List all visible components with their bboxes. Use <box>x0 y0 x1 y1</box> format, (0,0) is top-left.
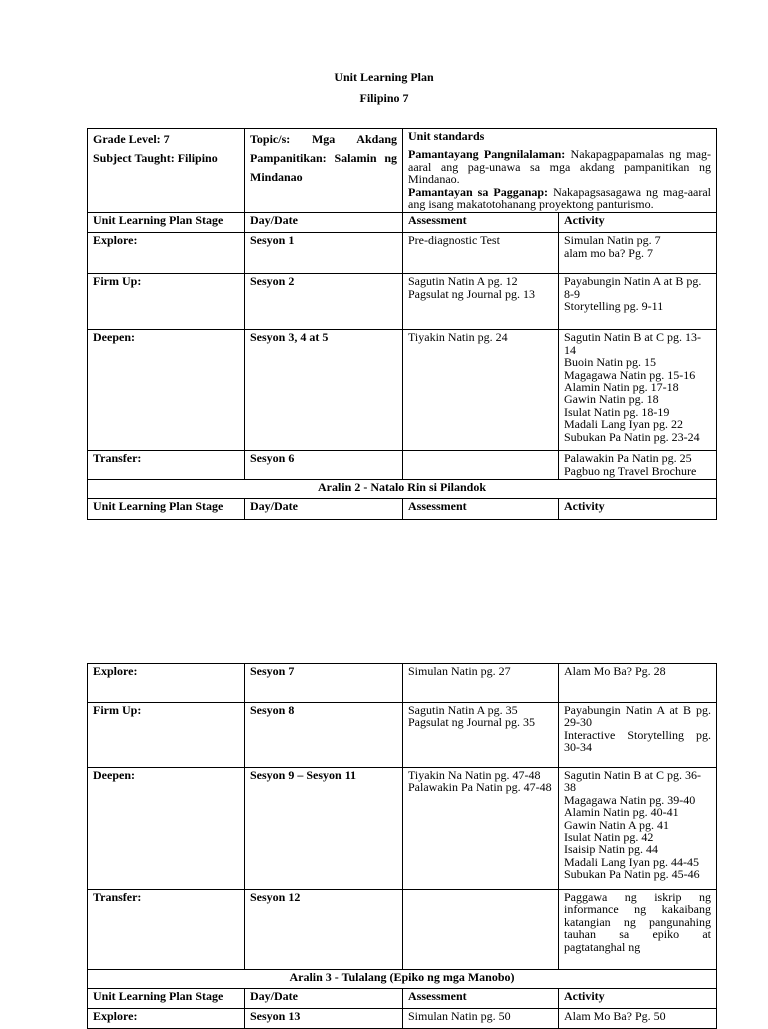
day-cell: Sesyon 7 <box>245 664 403 703</box>
day-cell: Sesyon 6 <box>245 451 403 480</box>
activity-item: Pagbuo ng Travel Brochure <box>564 463 697 478</box>
assessment-cell <box>403 451 559 480</box>
stage-cell: Explore: <box>88 1009 245 1029</box>
unit-standards-cell <box>403 129 717 213</box>
activity-item: Magagawa Natin pg. 15-16 <box>564 367 696 382</box>
activity-cell <box>559 703 717 768</box>
activity-item: Madali Lang Iyan pg. 44-45 <box>564 854 699 869</box>
subject-taught: Subject Taught: Filipino <box>93 151 218 165</box>
activity-item: Alam Mo Ba? Pg. 28 <box>564 664 666 678</box>
assessment-item: Tiyakin Natin pg. 24 <box>408 330 508 345</box>
pp-text: Nakapagsasagawa ng mag-aaral ang isang makatotohanang proyektong panturismo. <box>408 184 712 212</box>
activity-cell <box>559 233 717 274</box>
day-cell: Sesyon 3, 4 at 5 <box>245 330 403 451</box>
col-stage: Unit Learning Plan Stage <box>88 499 245 520</box>
assessment-item: Simulan Natin pg. 27 <box>408 664 511 678</box>
topic-cell: Topic/s: Mga Akdang Pampanitikan: Salamin ng Mindanao <box>245 129 403 213</box>
stage-cell: Transfer: <box>88 451 245 480</box>
activity-item: Sagutin Natin B at C pg. 13-14 <box>564 330 701 357</box>
col-assessment: Assessment <box>403 989 559 1009</box>
activity-item: Simulan Natin pg. 7 <box>564 233 661 248</box>
table-row <box>88 664 717 703</box>
stage-cell: Firm Up: <box>88 703 245 768</box>
pn-label: Pamantayang Pangnilalaman: <box>408 147 566 162</box>
activity-cell <box>559 330 717 451</box>
activity-item: Subukan Pa Natin pg. 45-46 <box>564 867 700 882</box>
document-title: Unit Learning Plan <box>334 70 434 84</box>
column-header-row <box>88 499 717 520</box>
activity-item: Payabungin Natin A at B pg. 8-9 <box>564 274 702 301</box>
table-row <box>88 451 717 480</box>
activity-item: Gawin Natin pg. 18 <box>564 392 659 407</box>
stage-cell: Deepen: <box>88 330 245 451</box>
assessment-cell <box>403 890 559 970</box>
activity-cell: Alam Mo Ba? Pg. 50 <box>559 1009 717 1029</box>
activity-item: Alamin Natin pg. 40-41 <box>564 805 679 820</box>
grade-subject-cell <box>88 129 245 213</box>
activity-item: Palawakin Pa Natin pg. 25 <box>564 451 692 466</box>
col-activity: Activity <box>559 989 717 1009</box>
day-cell: Sesyon 1 <box>245 233 403 274</box>
activity-item: Interactive Storytelling pg. 30-34 <box>564 727 711 755</box>
activity-cell <box>559 768 717 890</box>
assessment-cell <box>403 664 559 703</box>
activity-item: Madali Lang Iyan pg. 22 <box>564 417 683 432</box>
day-cell: Sesyon 9 – Sesyon 11 <box>245 768 403 890</box>
day-cell: Sesyon 13 <box>245 1009 403 1029</box>
col-assessment: Assessment <box>403 499 559 520</box>
unit-plan-table-1 <box>87 128 717 520</box>
col-stage: Unit Learning Plan Stage <box>88 213 245 233</box>
assessment-cell <box>403 330 559 451</box>
header-row <box>88 129 717 213</box>
assessment-item: Pagsulat ng Journal pg. 35 <box>408 715 535 730</box>
activity-item: Storytelling pg. 9-11 <box>564 299 664 314</box>
col-day: Day/Date <box>245 213 403 233</box>
assessment-item: Sagutin Natin A pg. 12 <box>408 274 518 289</box>
activity-item: Subukan Pa Natin pg. 23-24 <box>564 429 700 444</box>
activity-item: Sagutin Natin B at C pg. 36-38 <box>564 768 701 795</box>
activity-item: Isaisip Natin pg. 44 <box>564 842 658 857</box>
col-assessment: Assessment <box>403 213 559 233</box>
col-day: Day/Date <box>245 989 403 1009</box>
table-row <box>88 274 717 330</box>
unit-plan-table-2 <box>87 663 717 1029</box>
assessment-item: Sagutin Natin A pg. 35 <box>408 703 518 717</box>
col-activity: Activity <box>559 213 717 233</box>
activity-item: Payabungin Natin A at B pg. 29-30 <box>564 703 711 730</box>
aralin-3-heading: Aralin 3 - Tulalang (Epiko ng mga Manobo) <box>88 970 717 989</box>
col-activity: Activity <box>559 499 717 520</box>
stage-cell: Explore: <box>88 233 245 274</box>
assessment-cell: Simulan Natin pg. 50 <box>403 1009 559 1029</box>
activity-item: Isulat Natin pg. 42 <box>564 830 654 845</box>
stage-cell: Transfer: <box>88 890 245 970</box>
document-subtitle: Filipino 7 <box>359 91 409 105</box>
stage-cell: Explore: <box>88 664 245 703</box>
lesson-heading-row <box>88 480 717 499</box>
assessment-cell <box>403 768 559 890</box>
unit-standards-label: Unit standards <box>408 129 485 143</box>
activity-item: Isulat Natin pg. 18-19 <box>564 404 670 419</box>
pn-text: Nakapagpapamalas ng mag-aaral ang pag-unawa sa mga akdang pampanitikan ng Mindanao. <box>408 147 712 187</box>
day-cell: Sesyon 12 <box>245 890 403 970</box>
stage-cell: Deepen: <box>88 768 245 890</box>
assessment-item: Pre-diagnostic Test <box>408 233 500 248</box>
assessment-item: Palawakin Pa Natin pg. 47-48 <box>408 780 552 795</box>
assessment-item: Pagsulat ng Journal pg. 13 <box>408 286 535 301</box>
aralin-2-heading: Aralin 2 - Natalo Rin si Pilandok <box>88 480 717 499</box>
activity-cell <box>559 451 717 480</box>
table-row <box>88 703 717 768</box>
day-cell: Sesyon 2 <box>245 274 403 330</box>
col-stage: Unit Learning Plan Stage <box>88 989 245 1009</box>
grade-level: Grade Level: 7 <box>93 132 170 146</box>
activity-cell <box>559 274 717 330</box>
activity-item: Paggawa ng iskrip ng informance ng kakaibang katangian ng pangunahing tauhan sa epiko at pagtatanghal ng <box>564 890 711 954</box>
lesson-heading-row <box>88 970 717 989</box>
column-header-row <box>88 213 717 233</box>
table-row <box>88 1009 717 1029</box>
table-row <box>88 890 717 970</box>
col-day: Day/Date <box>245 499 403 520</box>
assessment-item: Tiyakin Na Natin pg. 47-48 <box>408 768 541 782</box>
table-row <box>88 233 717 274</box>
column-header-row <box>88 989 717 1009</box>
table-row <box>88 330 717 451</box>
activity-item: alam mo ba? Pg. 7 <box>564 245 653 260</box>
activity-item: Gawin Natin A pg. 41 <box>564 817 669 832</box>
table-row <box>88 768 717 890</box>
assessment-cell <box>403 233 559 274</box>
day-cell: Sesyon 8 <box>245 703 403 768</box>
assessment-cell <box>403 703 559 768</box>
activity-cell <box>559 664 717 703</box>
activity-item: Buoin Natin pg. 15 <box>564 355 656 370</box>
assessment-cell <box>403 274 559 330</box>
pp-label: Pamantayan sa Pagganap: <box>408 184 549 199</box>
activity-item: Alamin Natin pg. 17-18 <box>564 380 679 395</box>
activity-item: Magagawa Natin pg. 39-40 <box>564 792 696 807</box>
activity-cell <box>559 890 717 970</box>
stage-cell: Firm Up: <box>88 274 245 330</box>
